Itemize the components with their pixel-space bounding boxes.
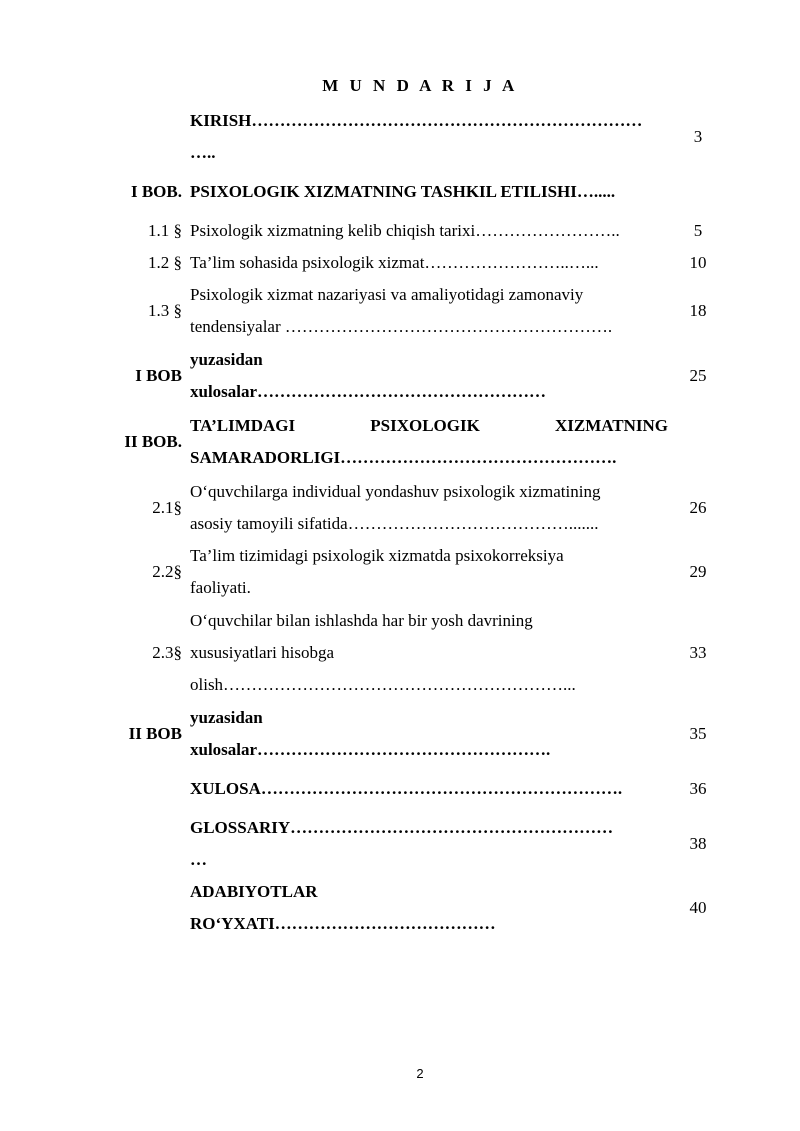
entry-line: XULOSA………………………………………………………. — [190, 779, 623, 798]
entry-line: ADABIYOTLAR — [190, 882, 318, 901]
toc-entry-1-3 — [0, 279, 800, 343]
toc-entry-chapter-2 — [0, 410, 800, 474]
entry-label: 1.2 § — [148, 253, 182, 272]
entry-page: 29 — [689, 562, 707, 581]
entry-line: xulosalar…………………………………………… — [190, 382, 547, 401]
toc-entry-glossariy — [0, 812, 800, 876]
page-number: 2 — [416, 1066, 424, 1081]
entry-page: 25 — [689, 366, 707, 385]
toc-entry-chapter-2-conclusions — [0, 702, 800, 766]
entry-line: Psixologik xizmatning kelib chiqish tarixi…………………….. — [190, 221, 620, 240]
entry-page: 35 — [689, 724, 707, 743]
entry-line: yuzasidan — [190, 708, 263, 727]
entry-line — [190, 410, 668, 442]
entry-line: tendensiyalar …………………………………………………. — [190, 317, 613, 336]
toc-title: M U N D A R I J A — [322, 76, 518, 95]
entry-line: ….. — [190, 143, 216, 162]
entry-line: olish……………………………………………………... — [190, 675, 576, 694]
entry-page: 10 — [689, 253, 707, 272]
entry-page: 3 — [693, 127, 703, 146]
entry-label: I BOB — [135, 366, 182, 385]
entry-label: 1.1 § — [148, 221, 182, 240]
entry-label: 2.2§ — [152, 562, 182, 581]
heading-word: XIZMATNING — [554, 416, 668, 435]
entry-line: … — [190, 850, 207, 869]
entry-label: 1.3 § — [148, 301, 182, 320]
toc-entry-2-2 — [0, 540, 800, 604]
toc-entry-xulosa — [0, 773, 800, 805]
entry-page: 36 — [689, 779, 707, 798]
entry-page: 5 — [693, 221, 703, 240]
toc-entry-2-3 — [0, 605, 800, 701]
entry-label: II BOB — [128, 724, 182, 743]
entry-page: 26 — [689, 498, 707, 517]
entry-line: O‘quvchilar bilan ishlashda har bir yosh davrining — [190, 611, 533, 630]
entry-page: 40 — [689, 898, 707, 917]
entry-line: Ta’lim sohasida psixologik xizmat……………………..…... — [190, 253, 599, 272]
entry-page: 18 — [689, 301, 707, 320]
entry-line: RO‘YXATI………………………………… — [190, 914, 496, 933]
toc-entry-2-1 — [0, 476, 800, 540]
entry-line: xususiyatlari hisobga — [190, 643, 335, 662]
toc-entry-kirish — [0, 105, 800, 169]
entry-label: II BOB. — [124, 432, 182, 451]
entry-line: xulosalar……………………………………………. — [190, 740, 551, 759]
toc-entry-1-1 — [0, 215, 800, 247]
entry-line: yuzasidan — [190, 350, 263, 369]
entry-label: I BOB. — [130, 182, 182, 201]
entry-label: 2.1§ — [152, 498, 182, 517]
toc-entry-1-2 — [0, 247, 800, 279]
toc-entry-chapter-1 — [0, 176, 800, 208]
entry-line: faoliyati. — [190, 578, 251, 597]
entry-page: 33 — [689, 643, 707, 662]
entry-page: 38 — [689, 834, 707, 853]
entry-line: SAMARADORLIGI…………………………………………. — [190, 448, 617, 467]
heading-word: TA’LIMDAGI — [190, 416, 296, 435]
entry-line: KIRISH…………………………………………………………… — [190, 111, 643, 130]
entry-line: Ta’lim tizimidagi psixologik xizmatda psixokorreksiya — [190, 546, 564, 565]
entry-line: O‘quvchilarga individual yondashuv psixologik xizmatining — [190, 482, 601, 501]
toc-entry-adabiyotlar — [0, 876, 800, 940]
entry-line: Psixologik xizmat nazariyasi va amaliyotidagi zamonaviy — [190, 285, 584, 304]
toc-entry-chapter-1-conclusions — [0, 344, 800, 408]
entry-line: GLOSSARIY………………………………………………… — [190, 818, 614, 837]
entry-line: asosiy tamoyili sifatida…………………………………....... — [190, 514, 599, 533]
heading-word: PSIXOLOGIK — [370, 416, 480, 435]
entry-label: 2.3§ — [152, 643, 182, 662]
entry-line: PSIXOLOGIK XIZMATNING TASHKIL ETILISHI…..... — [190, 182, 616, 201]
